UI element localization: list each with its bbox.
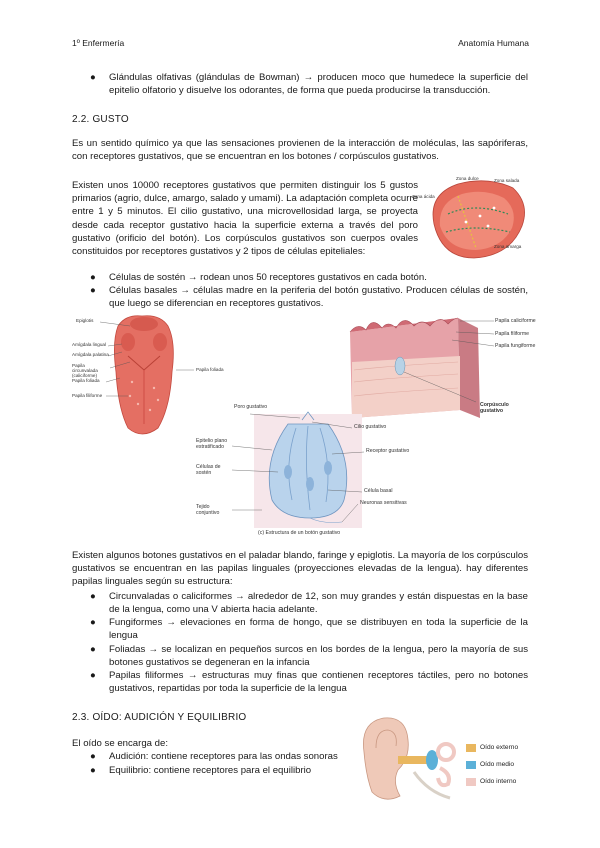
list-item-text: Células de sostén → rodean unos 50 receptores gustativos en cada botón.	[109, 272, 427, 283]
figure-label: Amígdala lingual	[72, 342, 106, 347]
bullet-icon: ●	[90, 670, 96, 681]
list-item-text: Glándulas olfativas (glándulas de Bowman) → producen moco que humedece la superficie del epitelio olfatorio y disuelve los odorantes, de forma que pueda producirse la transducción.	[109, 72, 528, 97]
bullet-icon: ●	[90, 72, 96, 83]
figure-label: Poro gustativo	[234, 404, 268, 410]
figure-label: Célula basal	[364, 488, 393, 494]
legend-swatch-inner-ear	[466, 778, 476, 786]
list-item	[90, 284, 528, 312]
figure-label: Papila filiforme	[495, 331, 530, 337]
legend-swatch-outer-ear	[466, 744, 476, 752]
list-item	[90, 616, 528, 644]
header-subject: Anatomía Humana	[458, 38, 529, 48]
list-item-text: Papilas filiformes → estructuras muy finas que contienen receptores táctiles, pero no botones gustativos, repartidas por toda la superficie de la lengua	[109, 670, 528, 695]
list-item	[90, 271, 528, 285]
list-item	[90, 750, 350, 764]
figure-label: Papila caliciforme	[495, 318, 536, 324]
figure-label: Tejido conjuntivo	[196, 504, 220, 516]
figure-label: Papila foliada	[196, 367, 224, 372]
list-item-text: Circunvaladas o caliciformes → alrededor de 12, son muy grandes y están dispuestas en la base de la lengua, como una V abierta hacia adelante.	[109, 591, 528, 616]
bullet-icon: ●	[90, 751, 96, 762]
list-item-text: Fungiformes → elevaciones en forma de hongo, que se distribuyen en toda la superficie de la lengua	[109, 617, 528, 642]
list-item-text: Foliadas → se localizan en pequeños surcos en los bordes de la lengua, pero la mayoría de sus botones gustativos se degeneran en la infancia	[109, 644, 528, 669]
paragraph: El oído se encarga de:	[72, 738, 169, 749]
paragraph: Existen unos 10000 receptores gustativos que permiten distinguir los 5 gustos primarios (agrio, dulce, amargo, salado y umami). La adaptación completa ocurre entre 1 y 5 minutos. El cilio gustativo, una microvellosidad larga, se proyecta desde cada receptor gustativo hacia la superficie externa a través del poro gustativo (orificio del botón). Los corpúsculos gustativos son cuerpos ovales constituidos por receptores gustativos y 2 tipos de células epiteliales:	[72, 180, 418, 258]
paragraph: Es un sentido químico ya que las sensaciones provienen de la interacción de moléculas, las sapóriferas, con receptores gustativos, que se encuentran en los botones / corpúsculos gustativos.	[72, 138, 528, 163]
figure-label: Neuronas sensitivas	[360, 500, 407, 506]
figure-label: Papila fungiforme	[495, 343, 536, 349]
list-item-text: Audición: contiene receptores para las ondas sonoras	[109, 751, 338, 762]
section-heading-oido: 2.3. OÍDO: AUDICIÓN Y EQUILIBRIO	[72, 712, 247, 723]
list-item	[90, 643, 528, 671]
bullet-icon: ●	[90, 617, 96, 628]
list-item-text: Equilibrio: contiene receptores para el equilibrio	[109, 765, 312, 776]
taste-zones-tongue-figure	[412, 174, 530, 260]
list-item	[90, 764, 350, 778]
figure-label: Receptor gustativo	[366, 448, 410, 454]
figure-label: Amígdala palatina	[72, 352, 109, 357]
figure-label: Zona amarga	[494, 244, 522, 249]
header-course: 1º Enfermería	[72, 38, 125, 48]
list-item	[90, 669, 528, 697]
figure-label: Epiglotis	[76, 318, 94, 323]
figure-label: Papila circunvalada (caliciforme)	[72, 363, 98, 378]
figure-label: Papila foliada	[72, 378, 100, 383]
figure-label: Zona salada	[494, 178, 520, 183]
bullet-icon: ●	[90, 591, 96, 602]
legend-label: Oído externo	[480, 744, 519, 751]
figure-label: Epitelio plano estratificado	[196, 438, 228, 450]
paragraph: Existen algunos botones gustativos en el paladar blando, faringe y epiglotis. La mayoría de los corpúsculos gustativos se encuentran en las papilas linguales (proyecciones elevadas de la lengua). hay diferentes papilas linguales según su estructura:	[72, 550, 528, 588]
figure-label: Zona dulce	[456, 176, 479, 181]
bullet-icon: ●	[90, 285, 96, 296]
figure-label: Células de sostén	[196, 464, 221, 476]
bullet-icon: ●	[90, 272, 96, 283]
legend-swatch-middle-ear	[466, 761, 476, 769]
figure-label: Zona ácida	[412, 194, 435, 199]
figure-label: Papila filiforme	[72, 393, 103, 398]
ear-anatomy-figure	[354, 712, 530, 810]
section-heading-gusto: 2.2. GUSTO	[72, 114, 129, 125]
figure-label: Corpúsculo gustativo	[480, 402, 509, 414]
figure-caption: (c) Estructura de un botón gustativo	[258, 530, 341, 536]
legend-label: Oído medio	[480, 761, 515, 768]
list-item	[90, 590, 528, 618]
legend-label: Oído interno	[480, 778, 517, 785]
taste-bud-figure	[192, 400, 422, 540]
list-item	[90, 71, 528, 99]
figure-label: Cilio gustativo	[354, 424, 387, 430]
list-item-text: Células basales → células madre en la periferia del botón gustativo. Producen células de sostén, que luego se diferencian en receptores gustativos.	[109, 285, 528, 310]
bullet-icon: ●	[90, 765, 96, 776]
bullet-icon: ●	[90, 644, 96, 655]
